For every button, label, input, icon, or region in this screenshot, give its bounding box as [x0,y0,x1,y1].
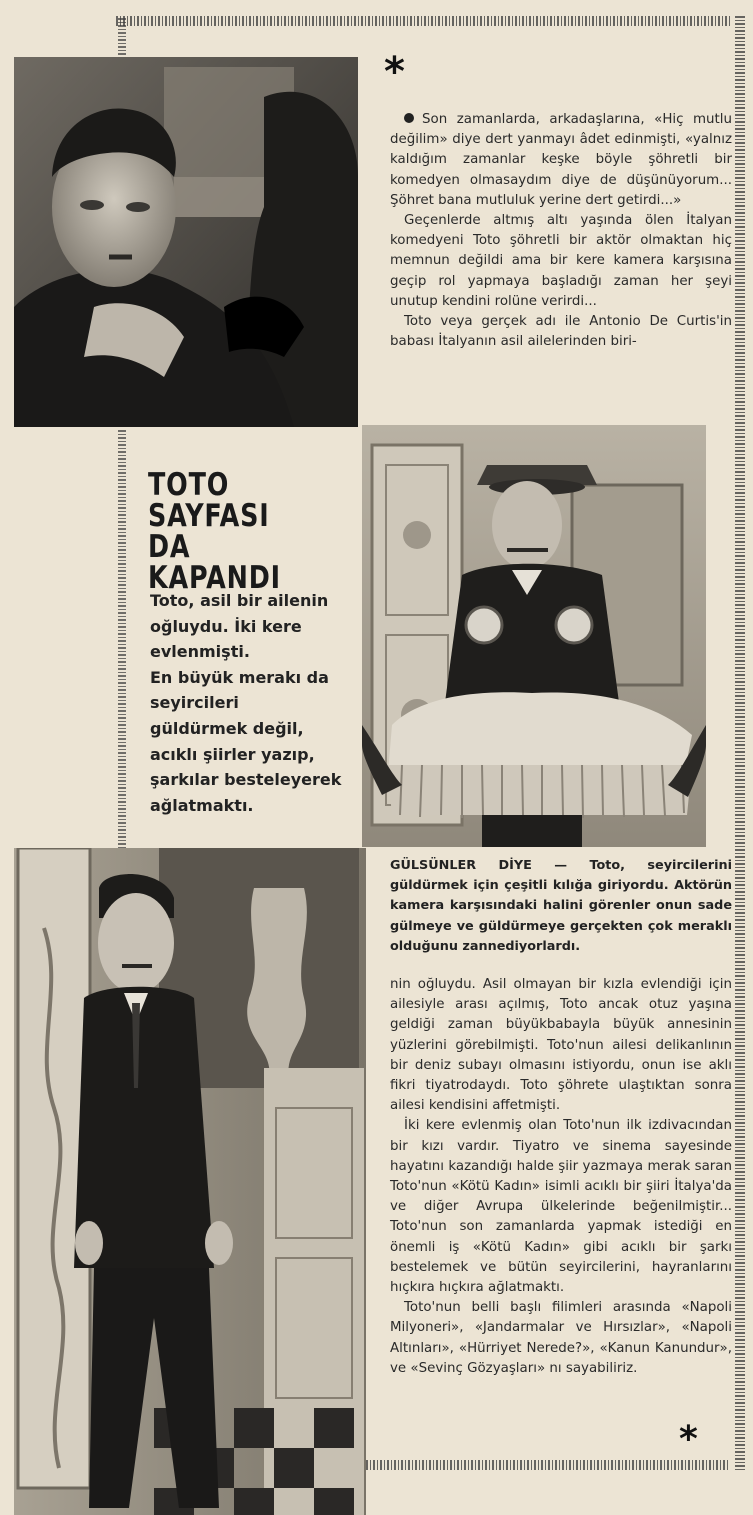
asterisk-ornament: * [679,1419,698,1460]
decorative-border-right [735,16,745,1471]
decorative-border-left [118,18,126,58]
decorative-border-bottom [366,1460,730,1470]
paragraph: Geçenlerde altmış altı yaşında ölen İtalyan komedyeni Toto şöhretli bir aktör olmaktan hiç memnun değildi ama bir kere kamera karşısına geçip rol yapmaya başladığı zaman her şeyi unutup kendini rolüne verirdi... [390,213,732,309]
photo-toto-portrait [14,57,358,427]
lead-line: oğluydu. İki kere [150,616,302,636]
paragraph: nin oğluydu. Asil olmayan bir kızla evlendiği için ailesiyle arası açılmış, Toto ancak otuz yaşına geldiği zaman büyükbabayla büyük annesinin yüzlerini görebilmişti. Toto'nun ailesi delikanlının bir deniz subayı olmasını istiyordu, onun ise aklı fikri tiyatrodaydı. Toto şöhrete ulaştıktan sonra ailesi kendisini affetmişti. [390,977,732,1114]
photo-toto-standing [14,848,366,1515]
article-column-bottom [390,975,732,1379]
lead-line: güldürmek değil, [150,718,304,738]
asterisk-ornament: * [384,49,405,95]
article-lead [150,588,350,818]
lead-line: ağlatmaktı. [150,795,254,815]
lead-line: şarkılar besteleyerek [150,770,342,790]
paragraph: Toto veya gerçek adı ile Antonio De Curtis'in babası İtalyanın asil ailelerinden biri- [390,314,732,350]
article-headline [148,467,320,596]
lead-line: acıklı şiirler yazıp, [150,744,315,764]
photo-caption: GÜLSÜNLER DİYE — Toto, seyircilerini güldürmek için çeşitli kılığa giriyordu. Aktörün kamera karşısındaki halini görenler onun sade gülmeye ve güldürmeye gerçekten çok meraklı olduğunu zannediyorlardı. [390,858,732,954]
lead-line: Toto, asil bir ailenin [150,591,329,610]
bullet-icon [404,113,414,123]
paragraph: Son zamanlarda, arkadaşlarına, «Hiç mutlu değilim» diye dert yanmayı âdet edinmişti, «yalnız kaldığım zamanlar keşke böyle şöhretli bir komedyen olmasaydım diye de düşünüyorum... Şöhret bana mutluluk yerine dert getirdi...» [390,112,732,208]
paragraph: İki kere evlenmiş olan Toto'nun ilk izdivacından bir kızı vardır. Tiyatro ve sinema sayesinde hayatını kazandığı halde şiir yazmaya merak saran Toto'nun «Kötü Kadın» isimli acıklı bir şiiri İtalya'da ve diğer Avrupa ülkelerinde beğenilmiştir... Toto'nun son zamanlarda yapmak istediği en önemli iş «Kötü Kadın» gibi acıklı bir şarkı bestelemek ve bütün seyircilerini, hayranlarını hıçkıra hıçkıra ağlatmaktı. [390,1118,732,1296]
headline-line: SAYFASI [148,498,270,534]
headline-line: DA KAPANDI [148,529,281,596]
paragraph: Toto'nun belli başlı filimleri arasında «Napoli Milyoneri», «Jandarmalar ve Hırsızlar», «Napoli Altınları», «Hürriyet Nerede?», «Kanun Kanundur», ve «Sevinç Gözyaşları» nı sayabiliriz. [390,1300,732,1376]
photo-toto-costume [362,425,706,847]
lead-line: seyircileri [150,693,239,713]
article-column-top [390,110,732,352]
lead-line: evlenmişti. [150,642,250,662]
decorative-border-left [118,430,126,850]
lead-line: En büyük merakı da [150,667,329,687]
decorative-border-top [116,16,730,26]
headline-line: TOTO [148,467,230,503]
